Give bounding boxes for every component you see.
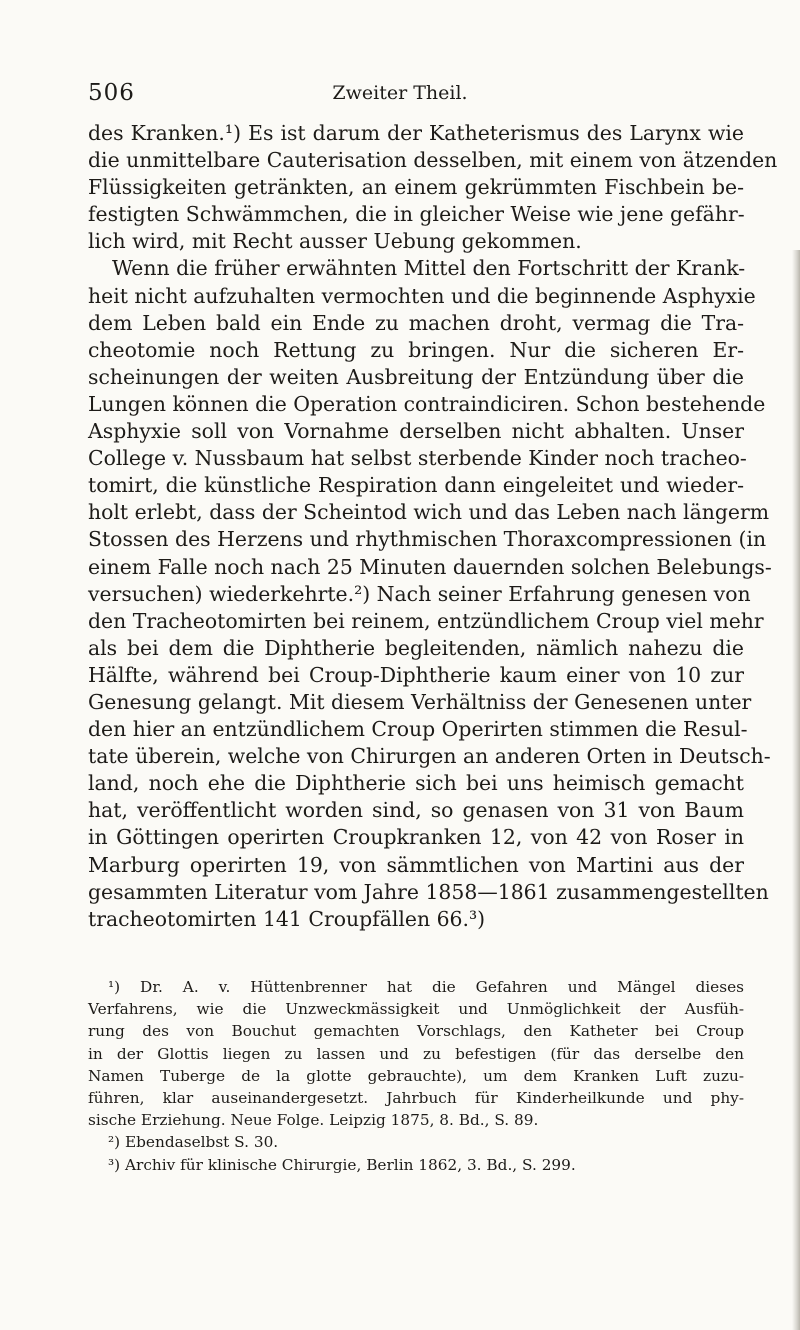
- body-line: in Göttingen operirten Croupkranken 12, von 42 von Roser in: [88, 825, 744, 850]
- body-line: Marburg operirten 19, von sämmtlichen von Martini aus der: [88, 852, 744, 877]
- body-line: den Tracheotomirten bei reinem, entzündlichem Croup viel mehr: [88, 608, 764, 633]
- body-line: Lungen können die Operation contraindiciren. Schon bestehende: [88, 391, 766, 416]
- body-line: cheotomie noch Rettung zu bringen. Nur die sicheren Er-: [88, 337, 744, 362]
- body-line: einem Falle noch nach 25 Minuten dauernden solchen Belebungs-: [88, 554, 772, 579]
- footnote-line: sische Erziehung. Neue Folge. Leipzig 1875, 8. Bd., S. 89.: [88, 1111, 539, 1130]
- body-line: versuchen) wiederkehrte.²) Nach seiner Erfahrung genesen von: [88, 581, 751, 606]
- footnote-line: in der Glottis liegen zu lassen und zu befestigen (für das derselbe den: [88, 1044, 744, 1063]
- body-line: den hier an entzündlichem Croup Operirten stimmen die Resul-: [88, 717, 748, 742]
- footnotes: [88, 976, 744, 1176]
- body-line: Genesung gelangt. Mit diesem Verhältniss der Genesenen unter: [88, 689, 752, 714]
- body-line: dem Leben bald ein Ende zu machen droht, vermag die Tra-: [88, 310, 744, 335]
- body-line: festigten Schwämmchen, die in gleicher Weise wie jene gefähr-: [88, 202, 745, 227]
- body-line: Flüssigkeiten getränkten, an einem gekrümmten Fischbein be-: [88, 175, 744, 200]
- footnote-line: führen, klar auseinandergesetzt. Jahrbuch für Kinderheilkunde und phy-: [88, 1088, 744, 1107]
- footnote-line: Verfahrens, wie die Unzweckmässigkeit und Unmöglichkeit der Ausfüh-: [88, 1000, 744, 1019]
- body-line: land, noch ehe die Diphtherie sich bei uns heimisch gemacht: [88, 771, 744, 796]
- body-line: College v. Nussbaum hat selbst sterbende Kinder noch tracheo-: [88, 446, 747, 471]
- footnote-line: ²) Ebendaselbst S. 30.: [108, 1133, 279, 1152]
- body-line: hat, veröffentlicht worden sind, so genasen von 31 von Baum: [88, 798, 744, 823]
- body-line: Stossen des Herzens und rhythmischen Thoraxcompressionen (in: [88, 527, 767, 552]
- body-line: die unmittelbare Cauterisation desselben, mit einem von ätzenden: [88, 148, 778, 173]
- body-line: tracheotomirten 141 Croupfällen 66.³): [88, 906, 486, 931]
- body-line: Asphyxie soll von Vornahme derselben nicht abhalten. Unser: [88, 419, 744, 444]
- body-line: tate überein, welche von Chirurgen an anderen Orten in Deutsch-: [88, 744, 771, 769]
- footnote-line: rung des von Bouchut gemachten Vorschlags, den Katheter bei Croup: [88, 1022, 744, 1041]
- body-line: tomirt, die künstliche Respiration dann eingeleitet und wieder-: [88, 473, 744, 498]
- body-line: Wenn die früher erwähnten Mittel den Fortschritt der Krank-: [112, 256, 746, 281]
- body-line: holt erlebt, dass der Scheintod wich und das Leben nach längerm: [88, 500, 770, 525]
- body-line: Hälfte, während bei Croup-Diphtherie kaum einer von 10 zur: [88, 662, 744, 687]
- body-line: lich wird, mit Recht ausser Uebung gekommen.: [88, 229, 582, 254]
- page-edge-shadow: [792, 250, 800, 1330]
- body-line: scheinungen der weiten Ausbreitung der Entzündung über die: [88, 364, 744, 389]
- body-line: des Kranken.¹) Es ist darum der Katheterismus des Larynx wie: [88, 121, 744, 145]
- footnote-line: ³) Archiv für klinische Chirurgie, Berlin 1862, 3. Bd., S. 299.: [108, 1155, 576, 1174]
- body-line: als bei dem die Diphtherie begleitenden, nämlich nahezu die: [88, 635, 744, 660]
- body-line: heit nicht aufzuhalten vermochten und die beginnende Asphyxie: [88, 283, 756, 308]
- body-text: [88, 120, 778, 933]
- page-number: 506: [88, 80, 135, 106]
- footnote-line: Namen Tuberge de la glotte gebrauchte), um dem Kranken Luft zuzu-: [88, 1066, 744, 1085]
- running-head: Zweiter Theil.: [332, 82, 468, 104]
- body-line: gesammten Literatur vom Jahre 1858—1861 zusammengestellten: [88, 879, 769, 904]
- footnote-line: ¹) Dr. A. v. Hüttenbrenner hat die Gefahren und Mängel dieses: [108, 978, 744, 996]
